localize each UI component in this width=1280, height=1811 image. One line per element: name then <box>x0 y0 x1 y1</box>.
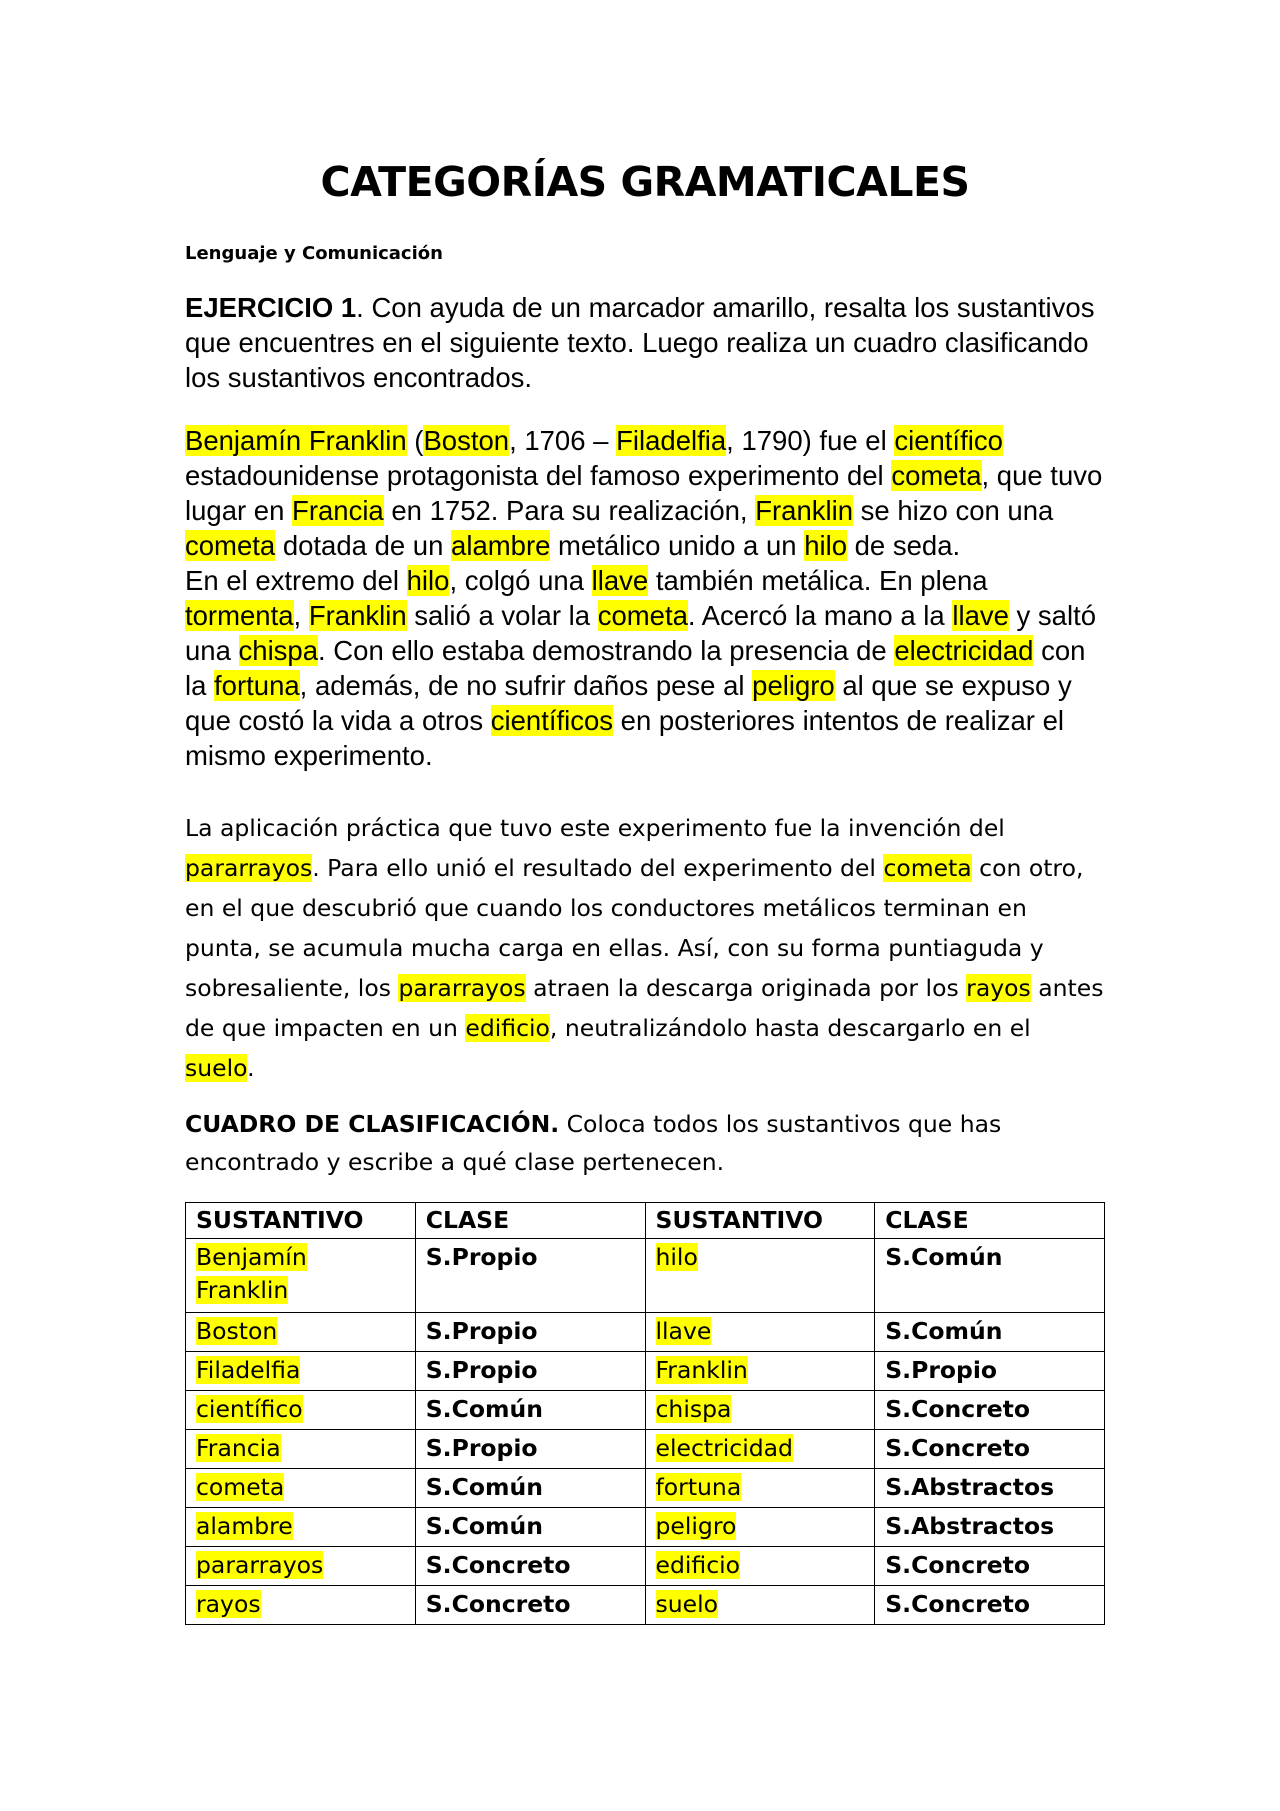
highlighted-noun: pararrayos <box>398 974 526 1002</box>
passage-text: al que se expuso y que costó la vida a otros <box>185 670 1072 736</box>
passage-text: con otro, en el que descubrió que cuando los conductores metálicos terminan en punta, se acumula mucha carga en ellas. Así, con su forma puntiaguda y sobresaliente, los <box>185 854 1084 1002</box>
class-cell: S.Común <box>415 1391 645 1430</box>
table-row <box>186 1352 1105 1391</box>
table-row <box>186 1586 1105 1625</box>
highlighted-noun: peligro <box>655 1512 737 1540</box>
highlighted-noun: científico <box>196 1395 303 1423</box>
class-cell: S.Concreto <box>415 1586 645 1625</box>
highlighted-noun: alambre <box>451 530 551 561</box>
highlighted-noun: Francia <box>292 495 384 526</box>
noun-cell <box>645 1239 875 1313</box>
exercise-text: . Con ayuda de un marcador amarillo, resalta los sustantivos que encuentres en el siguiente texto. Luego realiza un cuadro clasificando los sustantivos encontrados. <box>185 292 1095 393</box>
class-cell: S.Propio <box>415 1313 645 1352</box>
passage-text: En el extremo del <box>185 565 407 596</box>
classification-instructions <box>185 1105 1105 1181</box>
highlighted-noun: llave <box>952 600 1009 631</box>
noun-cell <box>186 1239 416 1313</box>
passage-text: , 1706 – <box>509 425 617 456</box>
class-cell: S.Propio <box>415 1430 645 1469</box>
passage-text: metálico unido a un <box>550 530 805 561</box>
class-cell: S.Concreto <box>875 1586 1105 1625</box>
noun-cell <box>186 1547 416 1586</box>
header-sustantivo-1: SUSTANTIVO <box>186 1203 416 1239</box>
highlighted-noun: edificio <box>655 1551 741 1579</box>
highlighted-noun: Franklin <box>755 495 854 526</box>
highlighted-noun: llave <box>655 1317 712 1345</box>
highlighted-noun: pararrayos <box>196 1551 324 1579</box>
noun-cell <box>645 1586 875 1625</box>
noun-cell <box>186 1469 416 1508</box>
highlighted-noun: hilo <box>406 565 450 596</box>
noun-cell <box>186 1391 416 1430</box>
highlighted-noun: rayos <box>966 974 1031 1002</box>
noun-cell <box>186 1586 416 1625</box>
noun-cell <box>645 1352 875 1391</box>
highlighted-noun: pararrayos <box>185 854 313 882</box>
highlighted-noun: hilo <box>655 1243 698 1271</box>
passage-text: salió a volar la <box>406 600 598 631</box>
passage-text: La aplicación práctica que tuvo este experimento fue la invención del <box>185 814 1005 842</box>
highlighted-noun: Franklin <box>308 600 407 631</box>
passage-paragraph-1 <box>185 423 1105 773</box>
class-cell: S.Concreto <box>875 1430 1105 1469</box>
exercise-label: EJERCICIO 1 <box>185 292 357 323</box>
highlighted-noun: edificio <box>465 1014 550 1042</box>
highlighted-noun: suelo <box>655 1590 719 1618</box>
table-header-row <box>186 1203 1105 1239</box>
class-cell: S.Común <box>875 1313 1105 1352</box>
highlighted-noun: peligro <box>752 670 835 701</box>
highlighted-noun: fortuna <box>655 1473 742 1501</box>
passage-text: , colgó una <box>449 565 592 596</box>
noun-cell <box>645 1469 875 1508</box>
classification-label: CUADRO DE CLASIFICACIÓN. <box>185 1110 560 1138</box>
table-row <box>186 1430 1105 1469</box>
highlighted-noun: fortuna <box>214 670 300 701</box>
table-body <box>186 1239 1105 1625</box>
passage-text: . Con ello estaba demostrando la presencia de <box>318 635 895 666</box>
passage-text: con la <box>185 635 1086 701</box>
noun-cell <box>645 1508 875 1547</box>
noun-cell <box>186 1313 416 1352</box>
passage-paragraph-2 <box>185 808 1105 1088</box>
passage-text: , neutralizándolo hasta descargarlo en el <box>549 1014 1031 1042</box>
passage-text: antes de que impacten en un <box>185 974 1104 1042</box>
highlighted-noun: cometa <box>891 460 982 491</box>
passage-text: , <box>293 600 309 631</box>
highlighted-noun: cometa <box>883 854 972 882</box>
highlighted-noun: rayos <box>196 1590 261 1618</box>
highlighted-noun: Boston <box>423 425 510 456</box>
noun-cell <box>186 1352 416 1391</box>
highlighted-noun: hilo <box>804 530 847 561</box>
classification-table <box>185 1202 1105 1625</box>
class-cell: S.Propio <box>415 1239 645 1313</box>
passage-text: también metálica. En plena <box>648 565 988 596</box>
noun-cell <box>645 1313 875 1352</box>
passage-text: ( <box>406 425 424 456</box>
class-cell: S.Abstractos <box>875 1469 1105 1508</box>
passage-text: estadounidense protagonista del famoso experimento del <box>185 460 892 491</box>
highlighted-noun: electricidad <box>894 635 1034 666</box>
highlighted-noun: científico <box>894 425 1003 456</box>
table-row <box>186 1547 1105 1586</box>
class-cell: S.Propio <box>875 1352 1105 1391</box>
passage-text: . Para ello unió el resultado del experimento del <box>312 854 884 882</box>
passage-text: . <box>247 1054 255 1082</box>
highlighted-noun: suelo <box>185 1054 248 1082</box>
class-cell: S.Concreto <box>875 1547 1105 1586</box>
highlighted-noun: cometa <box>196 1473 285 1501</box>
highlighted-noun: Filadelfia <box>616 425 727 456</box>
highlighted-noun: Benjamín Franklin <box>185 425 407 456</box>
highlighted-noun: alambre <box>196 1512 293 1540</box>
noun-cell <box>645 1547 875 1586</box>
passage-text: . Acercó la mano a la <box>687 600 953 631</box>
class-cell: S.Común <box>415 1508 645 1547</box>
highlighted-noun: llave <box>591 565 649 596</box>
highlighted-noun: electricidad <box>655 1434 793 1462</box>
table-row <box>186 1391 1105 1430</box>
noun-cell <box>186 1430 416 1469</box>
noun-cell <box>645 1430 875 1469</box>
passage-text: en 1752. Para su realización, <box>383 495 756 526</box>
highlighted-noun: científicos <box>490 705 614 736</box>
highlighted-noun: Franklin <box>655 1356 748 1384</box>
class-cell: S.Abstractos <box>875 1508 1105 1547</box>
table-row <box>186 1469 1105 1508</box>
class-cell: S.Propio <box>415 1352 645 1391</box>
exercise-instructions <box>185 290 1105 395</box>
highlighted-noun: chispa <box>655 1395 732 1423</box>
highlighted-noun: cometa <box>185 530 276 561</box>
passage-text: y saltó una <box>185 600 1097 666</box>
class-cell: S.Común <box>875 1239 1105 1313</box>
passage-text: en posteriores intentos de realizar el mismo experimento. <box>185 705 1064 771</box>
highlighted-noun: tormenta <box>185 600 294 631</box>
highlighted-noun: chispa <box>238 635 319 666</box>
classification-text: Coloca todos los sustantivos que has encontrado y escribe a qué clase pertenecen. <box>185 1110 1002 1176</box>
class-cell: S.Concreto <box>875 1391 1105 1430</box>
passage-text: atraen la descarga originada por los <box>525 974 967 1002</box>
passage-text: dotada de un <box>275 530 452 561</box>
highlighted-noun: Benjamín Franklin <box>196 1243 307 1304</box>
noun-cell <box>645 1391 875 1430</box>
highlighted-noun: Francia <box>196 1434 281 1462</box>
table-row <box>186 1313 1105 1352</box>
passage-text: , 1790) fue el <box>726 425 895 456</box>
table-row <box>186 1508 1105 1547</box>
header-clase-2: CLASE <box>875 1203 1105 1239</box>
highlighted-noun: Filadelfia <box>196 1356 301 1384</box>
class-cell: S.Concreto <box>415 1547 645 1586</box>
highlighted-noun: Boston <box>196 1317 278 1345</box>
passage-text: , que tuvo lugar en <box>185 460 1103 526</box>
page-title: CATEGORÍAS GRAMATICALES <box>320 158 970 206</box>
passage-text: se hizo con una <box>853 495 1054 526</box>
highlighted-noun: cometa <box>597 600 688 631</box>
table-row <box>186 1239 1105 1313</box>
header-clase-1: CLASE <box>415 1203 645 1239</box>
passage-text: de seda. <box>847 530 961 561</box>
header-sustantivo-2: SUSTANTIVO <box>645 1203 875 1239</box>
noun-cell <box>186 1508 416 1547</box>
passage-text: , además, de no sufrir daños pese al <box>299 670 753 701</box>
subject-label: Lenguaje y Comunicación <box>185 243 443 264</box>
class-cell: S.Común <box>415 1469 645 1508</box>
